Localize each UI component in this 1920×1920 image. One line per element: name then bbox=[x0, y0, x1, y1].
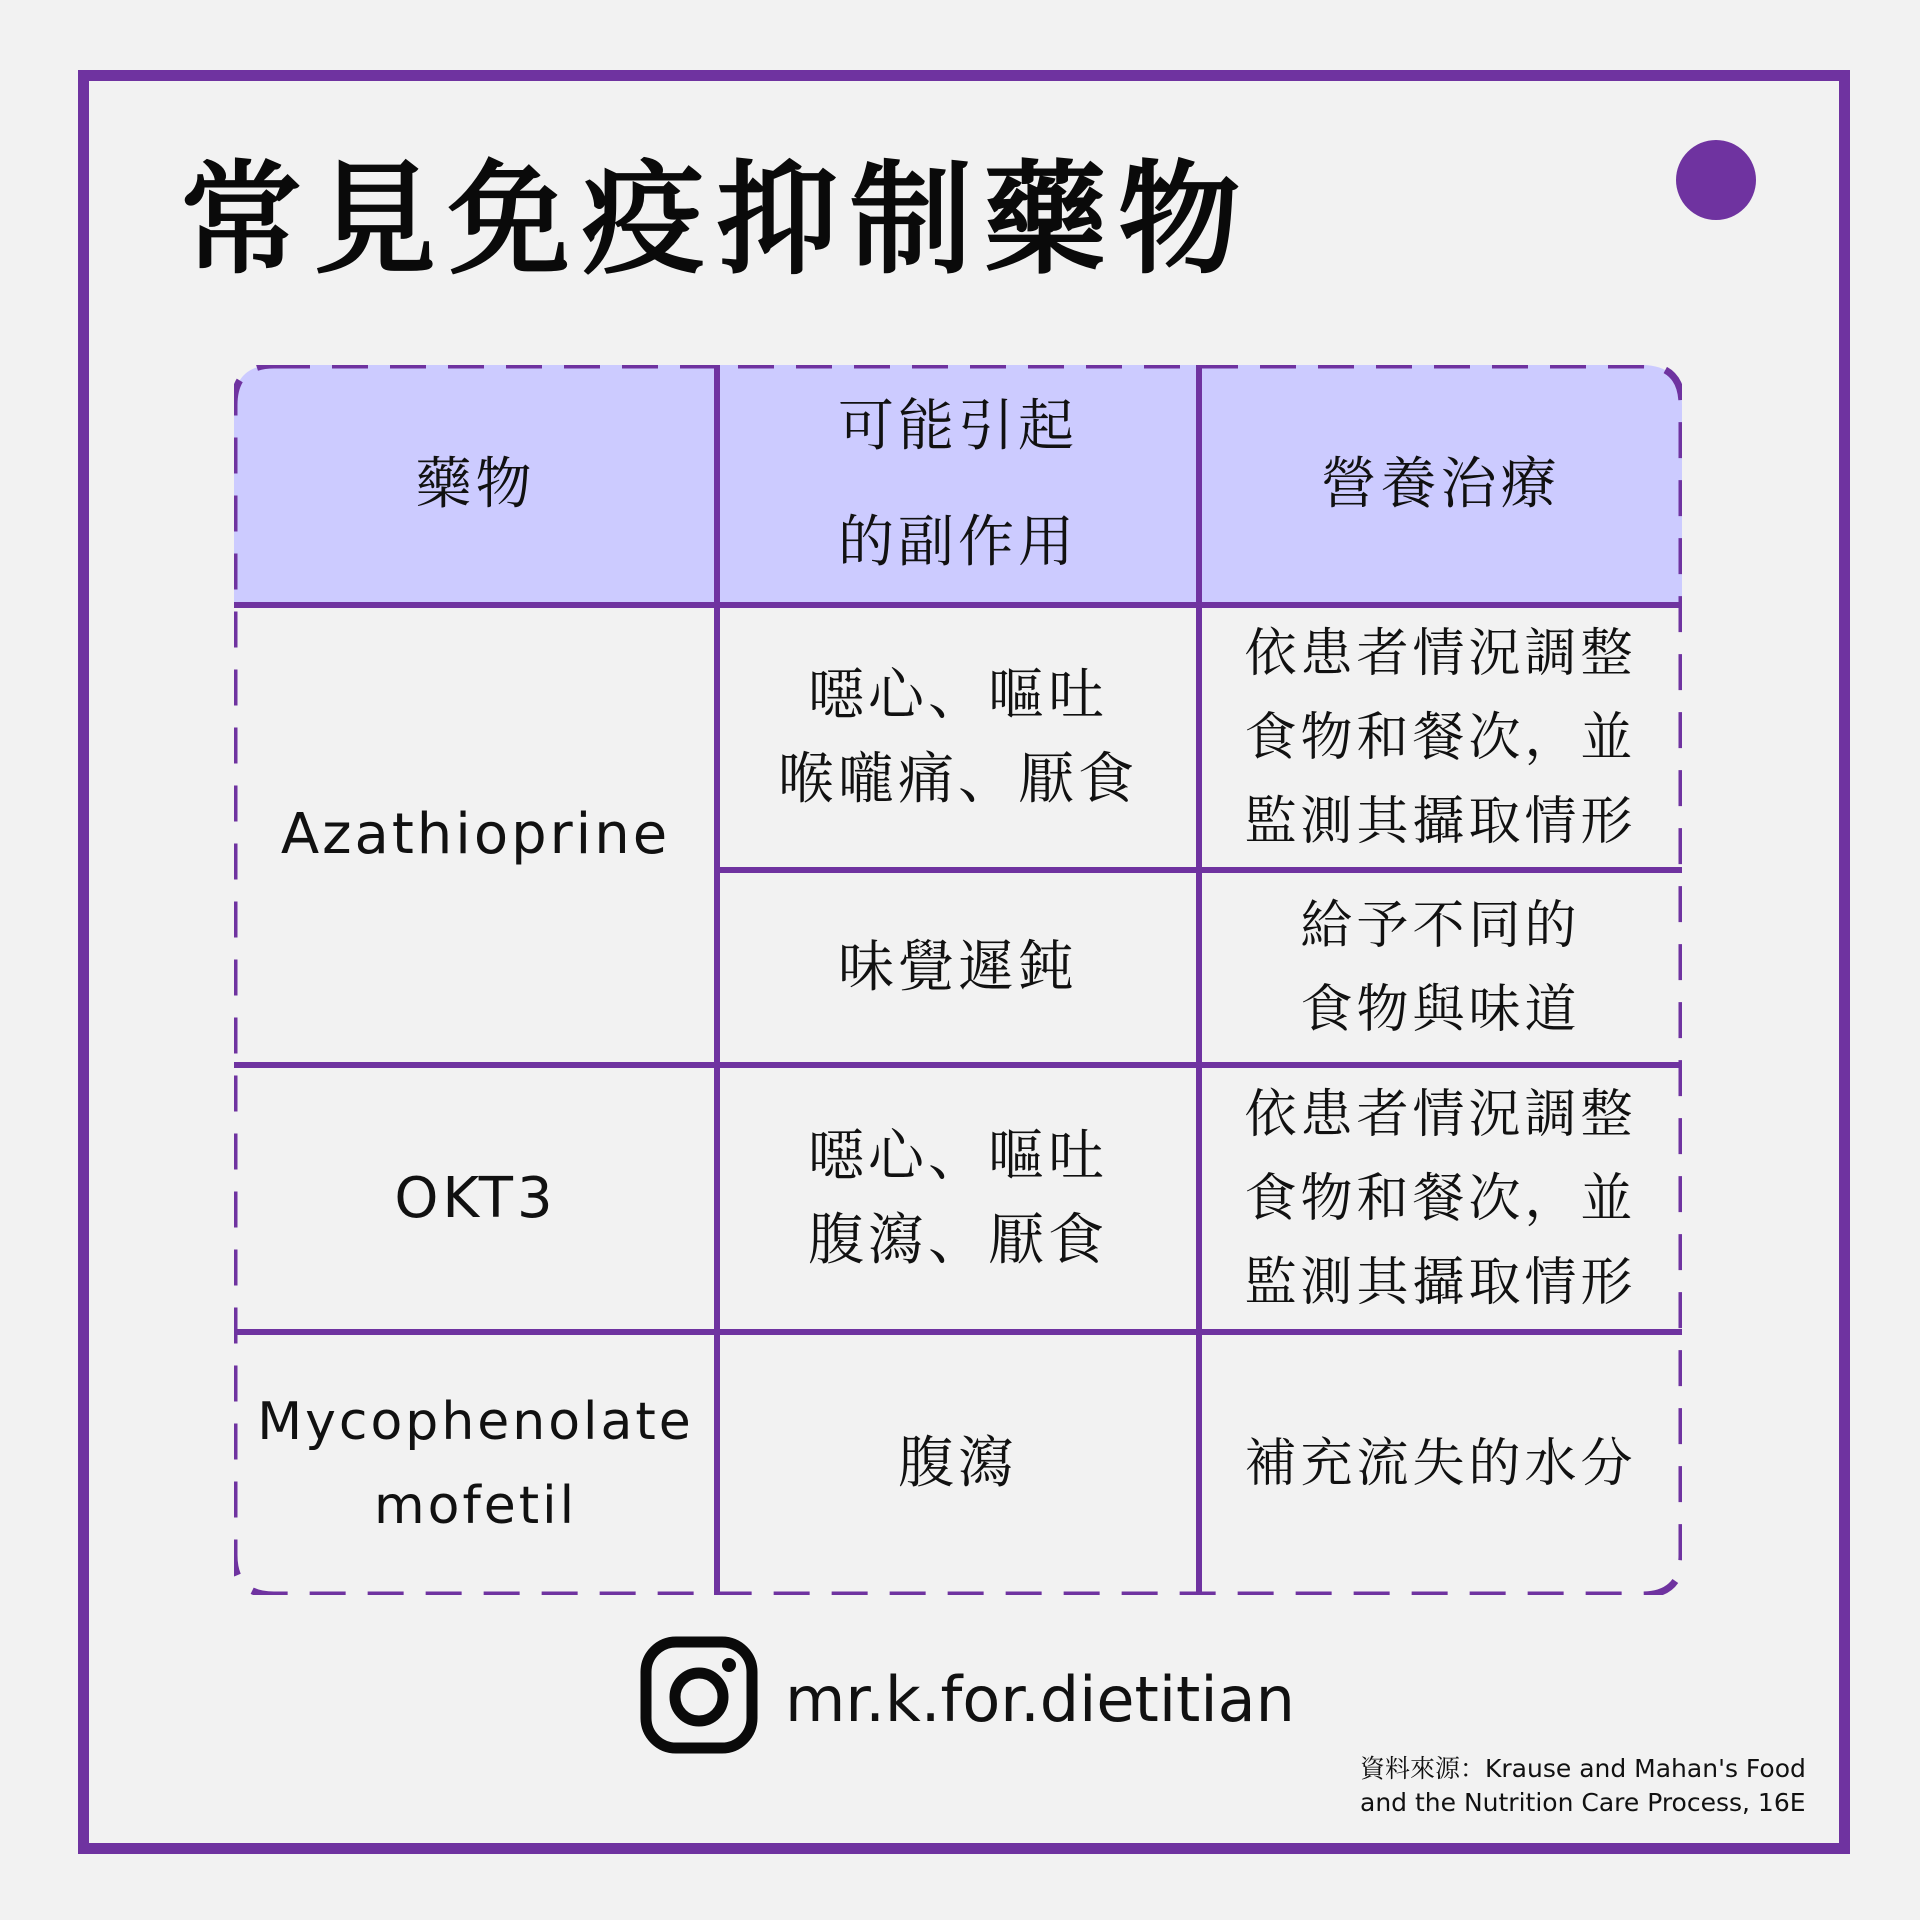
treatment-azathioprine-1: 依患者情況調整 食物和餐次，並 監測其攝取情形 bbox=[1244, 623, 1637, 852]
header-side-effects: 可能引起 的副作用 bbox=[838, 394, 1078, 575]
drug-mycophenolate-mofetil: Mycophenolate mofetil bbox=[257, 1391, 694, 1536]
side-effect-mycophenolate: 腹瀉 bbox=[898, 1430, 1018, 1496]
side-effect-azathioprine-1: 噁心、嘔吐 喉嚨痛、厭食 bbox=[778, 662, 1138, 812]
side-effect-azathioprine-2: 味覺遲鈍 bbox=[838, 934, 1078, 1000]
page-title: 常見免疫抑制藥物 bbox=[180, 149, 1252, 291]
header-drug: 藥物 bbox=[415, 452, 536, 517]
instagram-handle: mr.k.for.dietitian bbox=[785, 1663, 1295, 1736]
drug-azathioprine: Azathioprine bbox=[280, 802, 671, 867]
header-nutrition-therapy: 營養治療 bbox=[1320, 452, 1561, 517]
decorative-dot bbox=[1676, 140, 1756, 220]
side-effect-okt3: 噁心、嘔吐 腹瀉、厭食 bbox=[808, 1123, 1108, 1273]
treatment-mycophenolate: 補充流失的水分 bbox=[1244, 1433, 1637, 1494]
instagram-icon bbox=[640, 1636, 758, 1754]
source-citation: 資料來源：Krause and Mahan's Food and the Nutrition Care Process, 16E bbox=[1360, 1754, 1806, 1817]
medication-table bbox=[234, 365, 1682, 1595]
drug-okt3: OKT3 bbox=[394, 1165, 557, 1231]
treatment-okt3: 依患者情況調整 食物和餐次，並 監測其攝取情形 bbox=[1244, 1084, 1637, 1313]
treatment-azathioprine-2: 給予不同的 食物與味道 bbox=[1300, 895, 1581, 1040]
